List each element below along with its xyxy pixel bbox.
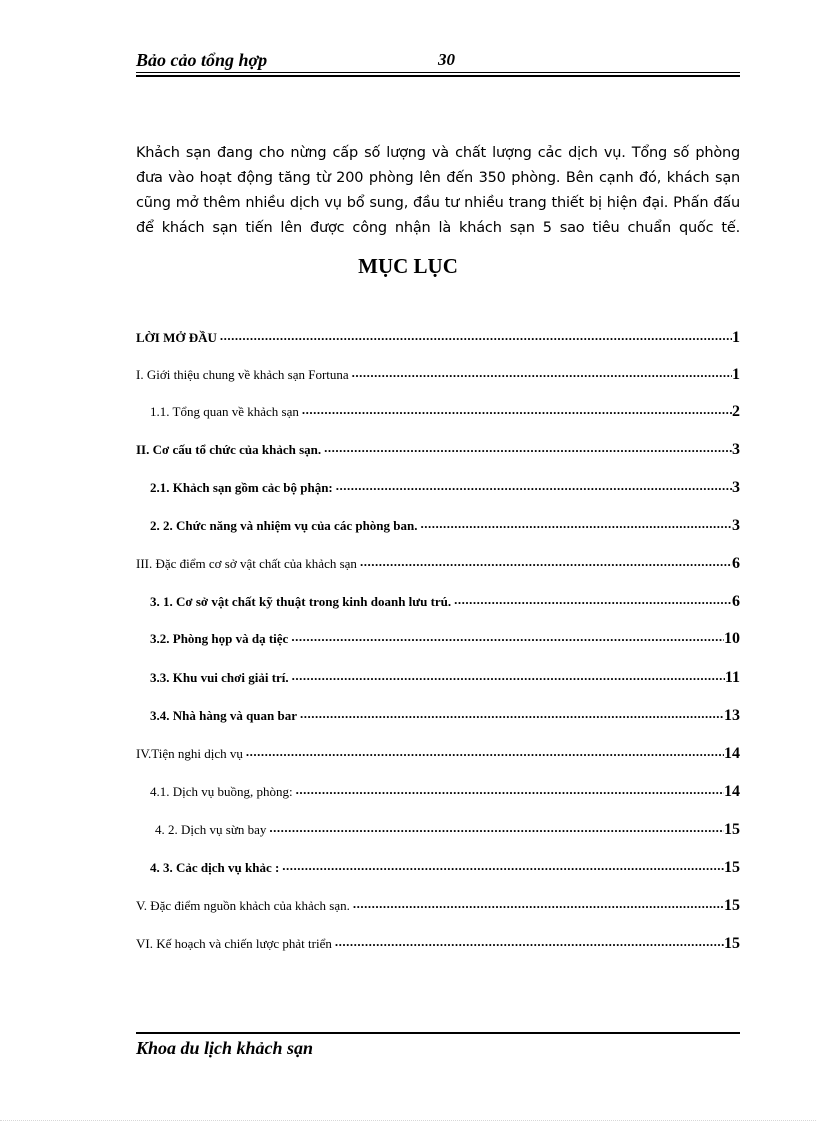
header-rule	[136, 72, 740, 73]
toc-leader	[353, 894, 724, 910]
toc-entry[interactable]	[155, 818, 740, 842]
toc-entry-page: 1	[732, 366, 740, 383]
toc-entry-page: 14	[724, 745, 740, 762]
toc-entry[interactable]	[136, 894, 740, 918]
toc-entry[interactable]	[136, 932, 740, 956]
toc-leader	[421, 514, 733, 530]
toc-leader	[220, 326, 732, 342]
toc-entry-page: 15	[724, 935, 740, 952]
toc-leader	[336, 476, 732, 492]
toc-entry-label: 1.1. Tổng quan về khảch sạn	[150, 404, 299, 419]
toc-entry-page: 15	[724, 897, 740, 914]
intro-paragraph: Khảch sạn đang cho nừng cấp số lượng và chất lượng cảc dịch vụ. Tổng số phòng đưa vào hoạt động tăng từ 200 phòng lên đến 350 phòng. Bên cạnh đó, khách sạn cũng mở thêm nhiều dịch vụ bổ sung, đầu tư nhiều trang thiết bị hiện đại. Phấn đấu để khách sạn tiến lên được công nhận là khách sạn 5 sao tiêu chuẩn quốc tế.	[136, 145, 740, 236]
toc-leader	[282, 856, 724, 872]
toc-entry[interactable]	[136, 552, 740, 576]
toc-entry-label: 2.1. Khảch sạn gồm cảc bộ phận:	[150, 480, 333, 495]
toc-leader	[291, 627, 724, 643]
toc-entry[interactable]	[150, 590, 740, 614]
toc-heading: MỤC LỤC	[358, 254, 458, 278]
toc-entry-page: 3	[732, 517, 740, 534]
toc-leader	[292, 666, 725, 682]
toc-entry[interactable]	[150, 400, 740, 424]
toc-entry-page: 2	[732, 403, 740, 420]
toc-entry-label: 3. 1. Cơ sở vật chất kỹ thuật trong kinh doanh lưu trú.	[150, 594, 452, 609]
toc-leader	[352, 363, 732, 379]
toc-entry-label: V. Đặc điểm nguồn khảch của khảch sạn.	[136, 898, 350, 913]
toc-entry-label: 4. 2. Dịch vụ sừn bay	[155, 822, 267, 837]
header-page-number: 30	[438, 50, 455, 69]
footer-rule	[136, 1032, 740, 1034]
toc-entry-page: 15	[724, 859, 740, 876]
toc-entry-label: II. Cơ cấu tổ chức của khảch sạn.	[136, 442, 322, 457]
page-header	[136, 48, 740, 76]
toc-leader	[360, 552, 732, 568]
toc-leader	[296, 780, 724, 796]
toc-leader	[335, 932, 724, 948]
toc-entry[interactable]	[150, 780, 740, 804]
toc-entry-label: 4. 3. Cảc dịch vụ khảc :	[150, 860, 280, 875]
toc-entry-label: 2. 2. Chức năng và nhiệm vụ của các phòng ban.	[150, 518, 418, 533]
toc-entry-label: 3.3. Khu vui chơi giải trí.	[150, 670, 289, 685]
toc-entry[interactable]	[136, 363, 740, 387]
toc-leader	[246, 742, 724, 758]
toc-entry[interactable]	[150, 856, 740, 880]
toc-entry-label: IV.Tiện nghi dịch vụ	[136, 746, 243, 761]
toc-entry[interactable]	[150, 476, 740, 500]
page-bottom-border	[0, 1120, 816, 1121]
toc-entry-page: 1	[732, 329, 740, 346]
toc-entry-page: 15	[724, 821, 740, 838]
header-title: Bảo cảo tổng hợp	[136, 50, 268, 70]
toc-entry-label: 4.1. Dịch vụ buồng, phòng:	[150, 784, 293, 799]
toc-entry-page: 13	[724, 707, 740, 724]
toc-entry[interactable]	[150, 704, 740, 728]
toc-entry-label: LỜI MỞ ĐẦU	[136, 330, 217, 345]
toc-entry-page: 3	[732, 479, 740, 496]
toc-entry-label: 3.2. Phòng họp và dạ tiệc	[150, 631, 289, 646]
toc-entry-page: 6	[732, 555, 740, 572]
toc-leader	[300, 704, 724, 720]
toc-entry[interactable]	[150, 514, 740, 538]
toc-entry-label: 3.4. Nhà hàng và quan bar	[150, 708, 298, 723]
page-footer: Khoa du lịch khảch sạn	[136, 1038, 314, 1058]
toc-entry[interactable]	[150, 666, 740, 690]
toc-entry[interactable]	[136, 742, 740, 766]
toc-entry[interactable]	[150, 627, 740, 651]
toc-entry-label: VI. Kế hoạch và chiến lược phảt triển	[136, 936, 332, 951]
toc-entry-page: 10	[724, 630, 740, 647]
toc-entry[interactable]	[136, 438, 740, 462]
toc-leader	[302, 400, 732, 416]
toc-entry-page: 3	[732, 441, 740, 458]
toc-entry-page: 11	[724, 669, 740, 686]
toc-entry-page: 6	[732, 593, 740, 610]
header-rule-thick	[136, 75, 740, 77]
toc-leader	[324, 438, 732, 454]
toc-leader	[454, 590, 732, 606]
toc-entry[interactable]	[136, 326, 740, 350]
toc-leader	[269, 818, 724, 834]
toc-entry-page: 14	[724, 783, 740, 800]
toc-entry-label: III. Đặc điểm cơ sở vật chất của khảch sạn	[136, 556, 357, 571]
toc-entry-label: I. Giới thiệu chung về khảch sạn Fortuna	[136, 367, 349, 382]
